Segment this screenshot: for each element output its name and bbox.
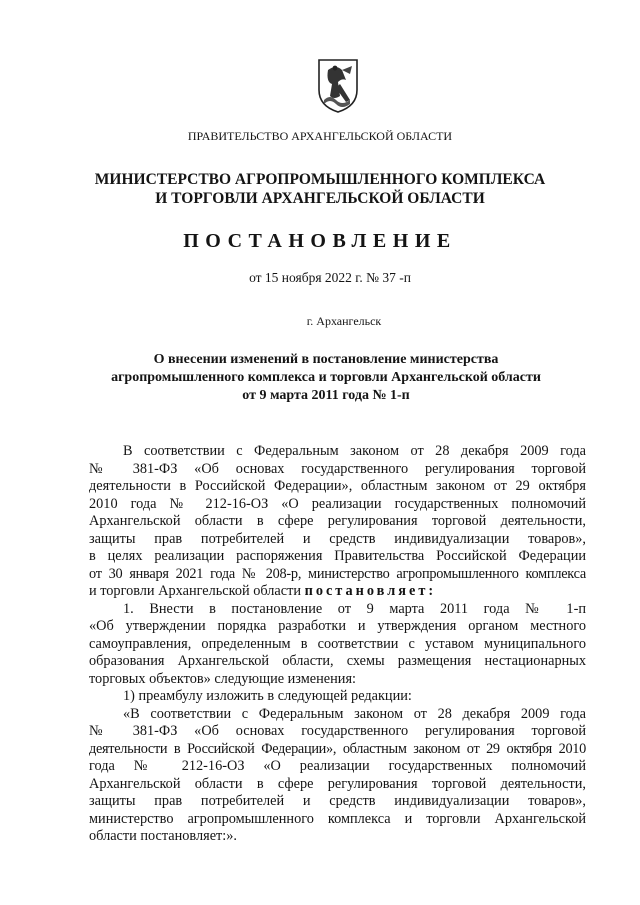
body-line: защиты прав потребителей и средств индивидуализации товаров», xyxy=(89,793,586,809)
body-line-resolves xyxy=(89,583,586,601)
body-line: Архангельской области в сфере регулирования торговой деятельности, xyxy=(89,775,586,792)
ministry-name-line2: И ТОРГОВЛИ АРХАНГЕЛЬСКОЙ ОБЛАСТИ xyxy=(155,190,485,207)
body-line: В соответствии с Федеральным законом от 28 декабря 2009 года xyxy=(123,443,586,459)
body-line: и торговли Архангельской области xyxy=(89,583,301,599)
body-line: года № 212-16-ОЗ «О реализации государственных полномочий xyxy=(89,758,586,774)
body-line: области постановляет:». xyxy=(89,828,237,844)
body-line: 2010 года № 212-16-ОЗ «О реализации государственных полномочий xyxy=(89,495,586,512)
body-line: 1) преамбулу изложить в следующей редакции: xyxy=(123,688,412,704)
body-line: торговых объектов» следующие изменения: xyxy=(89,670,356,687)
coat-of-arms-emblem xyxy=(316,56,360,114)
decree-subject xyxy=(6,351,640,405)
body-line: деятельности в Российской Федерации», областным законом от 29 октября xyxy=(89,478,586,494)
body-line: образования Архангельской области, схемы размещения нестационарных xyxy=(89,653,586,669)
body-line: 1. Внести в постановление от 9 марта 2011 года № 1-п xyxy=(123,600,586,617)
body-line: защиты прав потребителей и средств индивидуализации товаров», xyxy=(89,530,586,547)
ministry-name xyxy=(0,170,640,208)
body-line: в целях реализации распоряжения Правительства Российской Федерации xyxy=(89,548,586,564)
resolves-keyword: постановляет: xyxy=(304,583,437,599)
decree-date: от 15 ноября 2022 г. № 37 -п xyxy=(249,270,411,285)
body-line: самоуправления, определенным в соответствии с уставом муниципального xyxy=(89,635,586,652)
body-line: деятельности в Российской Федерации», областным законом от 29 октября 2010 xyxy=(89,740,586,757)
decree-title: ПОСТАНОВЛЕНИЕ xyxy=(183,230,457,252)
body-line: Архангельской области в сфере регулирования торговой деятельности, xyxy=(89,513,586,529)
body-line: министерство агропромышленного комплекса и торговли Архангельской xyxy=(89,810,586,827)
body-line: от 30 января 2021 года № 208-р, министерство агропромышленного комплекса xyxy=(89,565,586,582)
ministry-name-line1: МИНИСТЕРСТВО АГРОПРОМЫШЛЕННОГО КОМПЛЕКСА xyxy=(94,171,546,188)
city-name: г. Архангельск xyxy=(306,314,382,328)
body-line: «Об утверждении порядка разработки и утверждения органом местного xyxy=(89,618,586,634)
decree-body xyxy=(89,443,586,846)
subject-line1: О внесении изменений в постановление министерства xyxy=(153,352,499,367)
body-line: № 381-ФЗ «Об основах государственного регулирования торговой xyxy=(89,460,586,477)
government-name: ПРАВИТЕЛЬСТВО АРХАНГЕЛЬСКОЙ ОБЛАСТИ xyxy=(187,129,453,143)
body-line: «В соответствии с Федеральным законом от 28 декабря 2009 года xyxy=(123,705,586,722)
subject-line2: агропромышленного комплекса и торговли Архангельской области xyxy=(111,370,541,385)
subject-line3: от 9 марта 2011 года № 1-п xyxy=(242,388,410,403)
body-line: № 381-ФЗ «Об основах государственного регулирования торговой xyxy=(89,723,586,739)
